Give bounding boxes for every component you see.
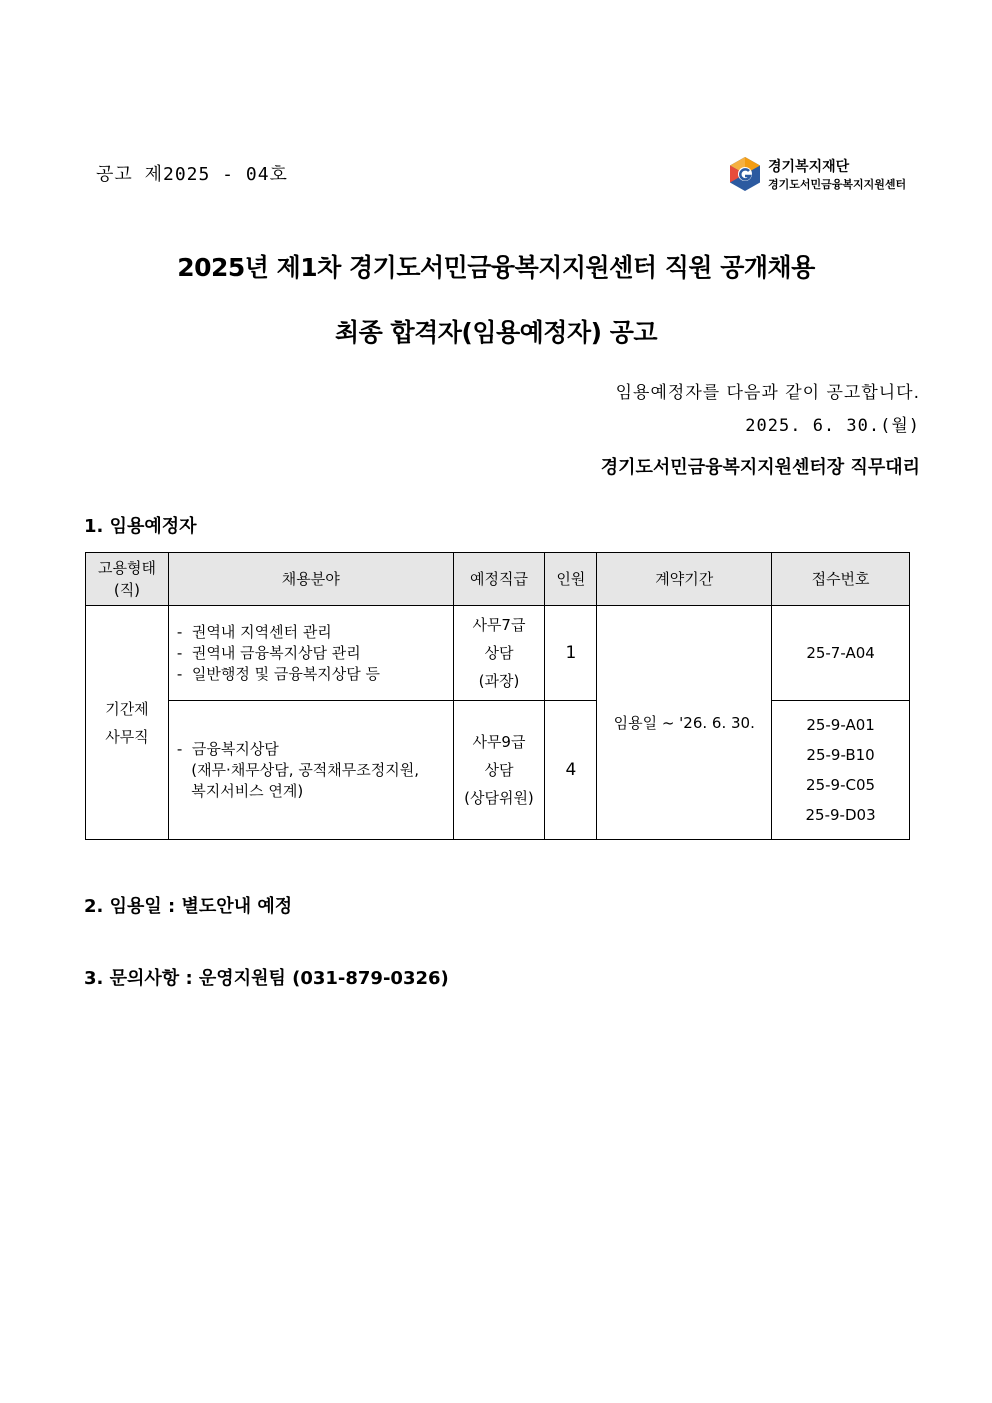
header-contract-period: 계약기간 [597, 553, 772, 606]
employment-type-cell: 기간제 사무직 [86, 606, 169, 840]
header-field: 채용분야 [168, 553, 453, 606]
section3-inquiry: 3. 문의사항 : 운영지원팀 (031-879-0326) [84, 968, 449, 989]
application-number-cell: 25-7-A04 [772, 606, 910, 701]
table-row [86, 606, 910, 701]
grade-cell: 사무7급 상담 (과장) [453, 606, 545, 701]
count-cell: 1 [545, 606, 597, 701]
contract-period-cell: 임용일 ~ '26. 6. 30. [597, 606, 772, 840]
appointee-table [85, 552, 910, 840]
logo-center-name: 경기도서민금융복지지원센터 [768, 178, 907, 191]
section2-appointment-date: 2. 임용일 : 별도안내 예정 [84, 896, 293, 917]
duties-cell: - 금융복지상담 (재무·채무상담, 공적채무조정지원, 복지서비스 연계) [168, 701, 453, 840]
page-title-line1: 2025년 제1차 경기도서민금융복지지원센터 직원 공개채용 [177, 253, 815, 282]
section1-heading: 1. 임용예정자 [84, 516, 197, 537]
notice-date: 2025. 6. 30.(월) [745, 416, 920, 436]
page-title-line2: 최종 합격자(임용예정자) 공고 [334, 318, 658, 347]
logo-org-name: 경기복지재단 [768, 159, 850, 175]
notice-number: 공고 제2025 - 04호 [96, 164, 288, 185]
duties-cell: - 권역내 지역센터 관리 - 권역내 금융복지상담 관리 - 일반행정 및 금융복지상담 등 [168, 606, 453, 701]
grade-cell: 사무9급 상담 (상담위원) [453, 701, 545, 840]
gyeonggi-welfare-logo-icon [728, 156, 762, 192]
header-application-number: 접수번호 [772, 553, 910, 606]
organization-logo [728, 152, 928, 196]
signer: 경기도서민금융복지지원센터장 직무대리 [600, 457, 920, 478]
header-count: 인원 [545, 553, 597, 606]
intro-text: 임용예정자를 다음과 같이 공고합니다. [615, 383, 920, 403]
application-number-cell: 25-9-A01 25-9-B10 25-9-C05 25-9-D03 [772, 701, 910, 840]
table-header-row [86, 553, 910, 606]
table-row [86, 701, 910, 840]
header-employment-type: 고용형태 (직) [86, 553, 169, 606]
header-grade: 예정직급 [453, 553, 545, 606]
count-cell: 4 [545, 701, 597, 840]
